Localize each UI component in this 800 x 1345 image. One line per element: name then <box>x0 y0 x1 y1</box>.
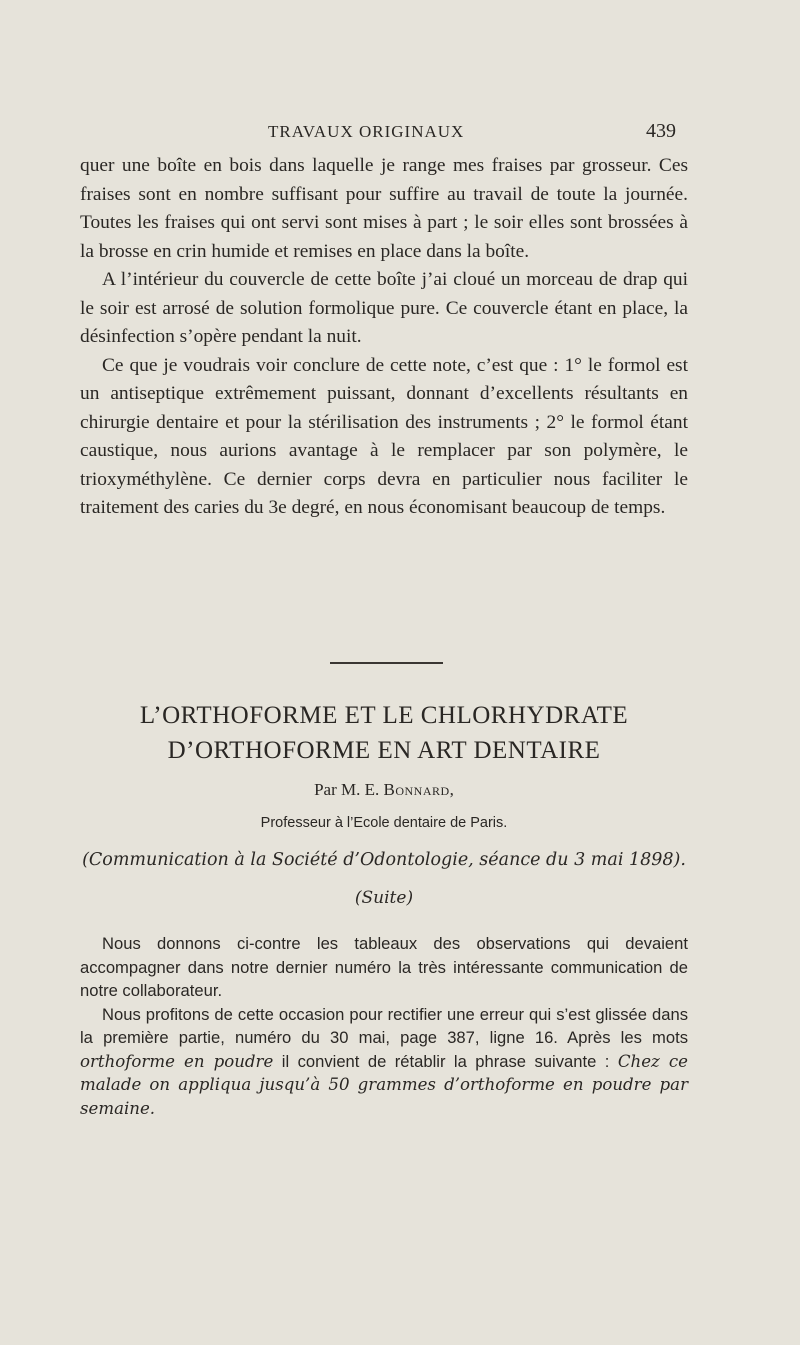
page-number: 439 <box>646 120 676 142</box>
text-run: il convient de rétablir la phrase suivante : <box>273 1051 618 1071</box>
italic-run: Chez ce malade on appliqua jusqu’à 50 grammes d’orthoforme en poudre par semaine. <box>80 1051 688 1118</box>
paragraph: quer une boîte en bois dans laquelle je range mes fraises par grosseur. Ces fraises sont en nombre suffisant pour suffire au travail de toute la journée. Toutes les fraises qui ont servi sont mises à part ; le soir elles sont brossées à la brosse en crin humide et remises en place dans la boîte. <box>80 155 688 262</box>
text-run: Nous profitons de cette occasion pour rectifier une erreur qui s’est glissée dans la première partie, numéro du 30 mai, page 387, ligne 16. Après les mots <box>80 1004 688 1047</box>
paragraph: Ce que je voudrais voir conclure de cette note, c’est que : 1° le formol est un antiseptique extrêmement puissant, donnant d’excellents résultants en chirurgie dentaire et pour la stérilisation des instruments ; 2° le formol étant caustique, nous aurions avantage à le remplacer par son polymère, le trioxyméthylène. Ce dernier corps devra en particulier nous faciliter le traitement des caries du 3e degré, en nous économisant beaucoup de temps. <box>80 354 688 518</box>
communication-note: (Communication à la Société d’Odontologie, séance du 3 mai 1898). <box>82 850 686 870</box>
byline <box>80 780 688 800</box>
italic-run: orthoforme en poudre <box>80 1051 274 1071</box>
running-title: TRAVAUX ORIGINAUX <box>268 122 465 141</box>
article-title-line: L’ORTHOFORME ET LE CHLORHYDRATE <box>139 702 629 729</box>
paragraph <box>80 1003 688 1121</box>
suite-note: (Suite) <box>354 888 414 908</box>
author-affiliation: Professeur à l’Ecole dentaire de Paris. <box>260 815 508 831</box>
article-body <box>80 932 688 1120</box>
paragraph: A l’intérieur du couvercle de cette boîte j’ai cloué un morceau de drap qui le soir est arrosé de solution formolique pure. Ce couvercle étant en place, la désinfection s’opère pendant la nuit. <box>80 269 688 347</box>
article-title <box>80 698 688 768</box>
byline-suffix: , <box>449 780 454 799</box>
author-name: Bonnard <box>383 780 450 799</box>
article-title-line: D’ORTHOFORME EN ART DENTAIRE <box>167 737 601 764</box>
section-divider <box>330 662 443 664</box>
paragraph: Nous donnons ci-contre les tableaux des observations qui devaient accompagner dans notre dernier numéro la très intéressante communication de notre collaborateur. <box>80 934 688 1000</box>
continued-article-body <box>80 152 688 523</box>
byline-prefix: Par M. E. <box>314 780 384 799</box>
